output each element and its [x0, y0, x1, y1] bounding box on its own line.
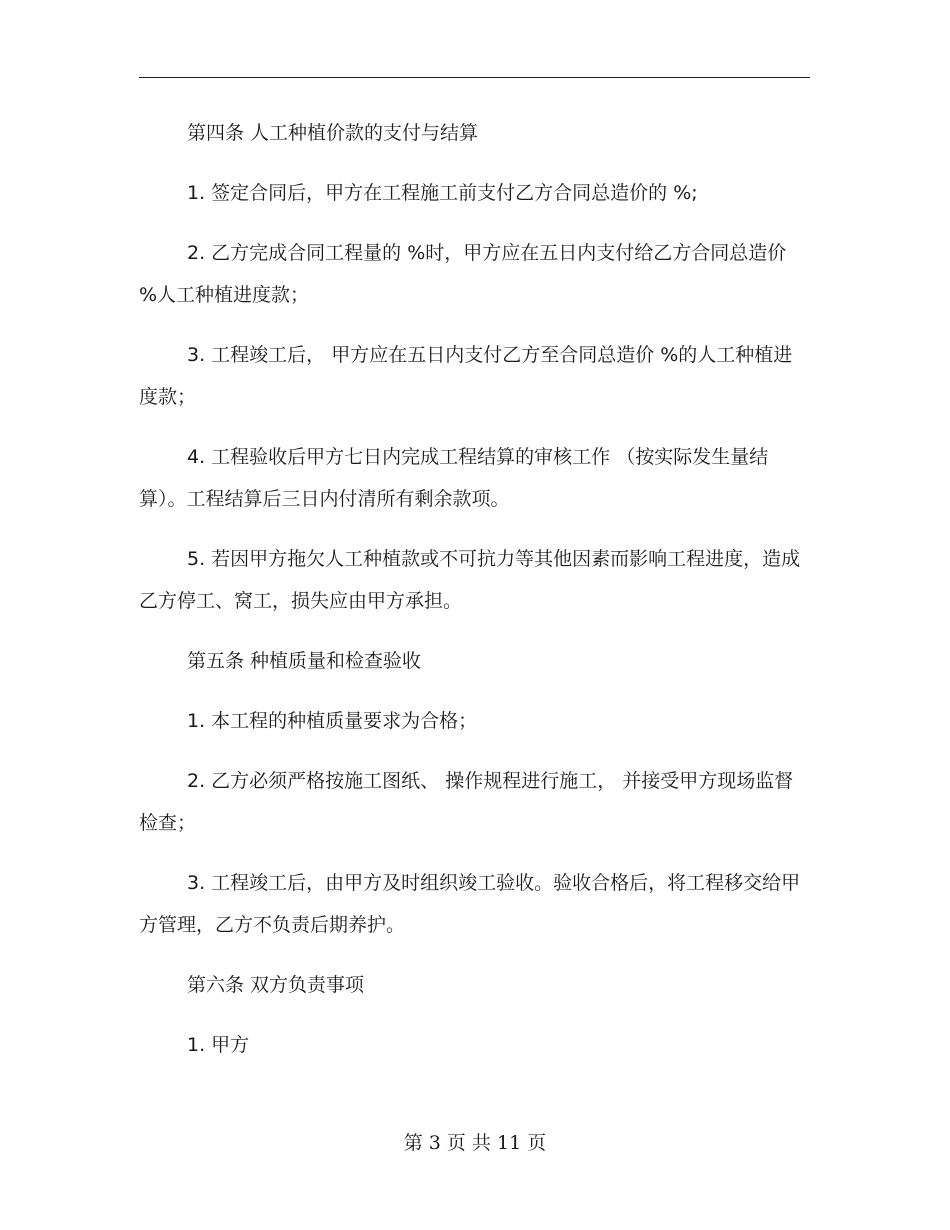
article-4-title: 第四条 人工种植价款的支付与结算 — [187, 122, 479, 144]
article-4-item-3: 3. 工程竣工后， 甲方应在五日内支付乙方至合同总造价 %的人工种植进度款； — [139, 344, 793, 408]
article-5-item-3: 3. 工程竣工后，由甲方及时组织竣工验收。验收合格后，将工程移交给甲方管理，乙方不负责后期养护。 — [139, 872, 801, 936]
header-rule — [139, 77, 810, 78]
article-6-title: 第六条 双方负责事项 — [187, 974, 365, 996]
document-body — [139, 112, 810, 1084]
article-5-title: 第五条 种植质量和检查验收 — [187, 650, 422, 672]
article-6-item-1: 1. 甲方 — [187, 1034, 250, 1056]
article-4-item-5: 5. 若因甲方拖欠人工种植款或不可抗力等其他因素而影响工程进度，造成乙方停工、窝工，损失应由甲方承担。 — [139, 548, 801, 612]
page-number: 第 3 页 共 11 页 — [403, 1132, 547, 1154]
article-4-item-1: 1. 签定合同后，甲方在工程施工前支付乙方合同总造价的 %; — [187, 182, 698, 204]
article-4-item-4: 4. 工程验收后甲方七日内完成工程结算的审核工作 （按实际发生量结算）。工程结算后三日内付清所有剩余款项。 — [139, 446, 769, 510]
article-4-item-2: 2. 乙方完成合同工程量的 %时，甲方应在五日内支付给乙方合同总造价 %人工种植进度款； — [139, 242, 787, 306]
article-5-item-2: 2. 乙方必须严格按施工图纸、 操作规程进行施工， 并接受甲方现场监督检查； — [139, 770, 794, 834]
article-5-item-1: 1. 本工程的种植质量要求为合格； — [187, 710, 478, 732]
